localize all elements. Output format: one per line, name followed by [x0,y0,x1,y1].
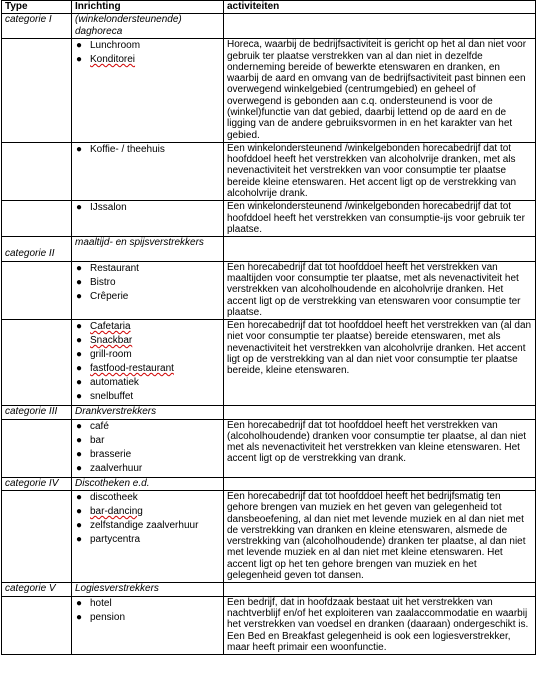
header-type: Type [2,1,72,14]
bullet-icon: ● [76,54,83,66]
category-label: categorie II [2,237,72,261]
category-description [224,237,536,261]
items-cell [72,419,224,477]
bullet-icon: ● [76,262,83,274]
bullet-icon: ● [76,290,83,302]
list-item: ● pension [76,611,126,623]
bullet-icon: ● [76,448,83,460]
table-row [2,596,536,654]
list-item: ● café [76,420,109,432]
list-item: ● Konditorei [76,54,136,66]
bullet-icon: ● [76,363,83,375]
items-cell [72,320,224,406]
bullet-icon: ● [76,434,83,446]
category-description [224,583,536,596]
list-item: ● zelfstandige zaalverhuur [76,519,199,531]
category-row [2,406,536,419]
list-item: ● bar [76,434,105,446]
list-item: ● Bistro [76,276,116,288]
table-row [2,320,536,406]
category-description [224,477,536,490]
activity-description: Een winkelondersteunend /winkelgebonden horecabedrijf dat tot hoofddoel heeft het verstrekken van alcoholvrije dranken, met als nevenactiviteit het verstrekken van voor consumptie ter plaatse bereide kleine etenswaren. Het accent ligt op de verstrekking van alcoholvrije drank. [224,142,536,200]
category-label: categorie I [2,14,72,39]
bullet-icon: ● [76,143,83,155]
activity-description: Een bedrijf, dat in hoofdzaak bestaat uit het verstrekken van nachtverblijf en/of het exploiteren van zaalaccommodatie en waarbij het verstrekken van voedsel en dranken (daaraan) ondergeschikt is. Een Bed en Breakfast gelegenheid is ook een logiesverstrekker, maar heeft primair een woonfunctie. [224,596,536,654]
list-item: ● snelbuffet [76,391,134,403]
activity-description: Een horecabedrijf dat tot hoofddoel heeft het verstrekken van (alcoholhoudende) dranken voor consumptie ter plaatse, al dan niet met als nevenactiviteit het verstrekken van kleine etenswaren. Het accent ligt op de verstrekking van drank. [224,419,536,477]
category-description [224,406,536,419]
activity-description: Een horecabedrijf dat tot hoofddoel heeft het verstrekken van maaltijden voor consumptie ter plaatse, met als nevenactiviteit het verstrekken van alcoholhoudende en alcoholvrije dranken. Het accent ligt op de verstrekking van etenswaren voor consumptie ter plaatse. [224,261,536,319]
bullet-icon: ● [76,40,83,52]
bullet-icon: ● [76,377,83,389]
bullet-icon: ● [76,349,83,361]
category-label: categorie III [2,406,72,419]
bullet-icon: ● [76,519,83,531]
table-row [2,39,536,143]
table-row [2,419,536,477]
bullet-icon: ● [76,391,83,403]
activity-description: Een winkelondersteunend /winkelgebonden horecabedrijf dat tot hoofddoel heeft het verstrekken van consumptie-ijs voor gebruik ter plaatse. [224,201,536,237]
list-item: ● Snackbar [76,335,133,347]
header-activiteiten: activiteiten [224,1,536,14]
category-row [2,14,536,39]
horeca-categories-table [1,0,536,655]
bullet-icon: ● [76,202,83,214]
category-description [224,14,536,39]
list-item: ● Koffie- / theehuis [76,143,165,155]
list-item: ● Crêperie [76,290,129,302]
bullet-icon: ● [76,597,83,609]
items-cell [72,490,224,582]
bullet-icon: ● [76,533,83,545]
list-item: ● Lunchroom [76,40,141,52]
items-cell [72,201,224,237]
items-cell [72,596,224,654]
type-cell [2,261,72,319]
type-cell [2,596,72,654]
list-item: ● zaalverhuur [76,462,143,474]
type-cell [2,201,72,237]
type-cell [2,419,72,477]
bullet-icon: ● [76,462,83,474]
list-item: ● hotel [76,597,112,609]
list-item: ● fastfood-restaurant [76,363,174,375]
items-cell [72,39,224,143]
bullet-icon: ● [76,335,83,347]
table-row [2,490,536,582]
category-subtitle: (winkelondersteunende) daghoreca [72,14,224,39]
category-subtitle: maaltijd- en spijsverstrekkers [72,237,224,261]
type-cell [2,39,72,143]
list-item: ● discotheek [76,491,138,503]
list-item: ● grill-room [76,349,132,361]
category-row [2,477,536,490]
list-item: ● IJssalon [76,202,127,214]
table-row [2,201,536,237]
activity-description: Een horecabedrijf dat tot hoofddoel heeft het verstrekken van (al dan niet voor consumptie ter plaatse) bereide etenswaren, met als nevenactiviteit het verstrekken van alcoholvrije dranken. Het accent ligt op de verstrekking van al dan niet voor consumptie ter plaatse bereide, kleine etenswaren. [224,320,536,406]
header-row [2,1,536,14]
category-row [2,583,536,596]
category-subtitle: Drankverstrekkers [72,406,224,419]
category-subtitle: Discotheken e.d. [72,477,224,490]
items-cell [72,261,224,319]
bullet-icon: ● [76,276,83,288]
list-item: ● partycentra [76,533,141,545]
category-row [2,237,536,261]
list-item: ● Cafetaria [76,321,131,333]
type-cell [2,320,72,406]
bullet-icon: ● [76,420,83,432]
type-cell [2,142,72,200]
list-item: ● automatiek [76,377,139,389]
type-cell [2,490,72,582]
activity-description: Horeca, waarbij de bedrijfsactiviteit is gericht op het al dan niet voor gebruik ter plaatse verstrekken van al dan niet in dezelfde onderneming bereide of bewerkte etenswaren en dranken, en waarbij de aard en omvang van de bedrijfsactiviteit past binnen een overwegend winkelgebied (centrumgebied) en geheel of overwegend is gebonden aan c.q. ondersteunend is voor de (winkel)functie van dat gebied, daarbij lettend op de aard en de ligging van de andere gebruiksvormen in en het karakter van het gebied. [224,39,536,143]
bullet-icon: ● [76,321,83,333]
category-subtitle: Logiesverstrekkers [72,583,224,596]
table-row [2,261,536,319]
bullet-icon: ● [76,505,83,517]
list-item: ● Restaurant [76,262,139,274]
activity-description: Een horecabedrijf dat tot hoofddoel heeft het bedrijfsmatig ten gehore brengen van muziek en het geven van gelegenheid tot dansbeoefening, al dan niet met levende muziek en al dan niet met de verstrekking van dranken en kleine etenswaren, alsmede de verstrekking van (alcoholhoudende) dranken ter plaatse, al dan niet met levende muziek en al dan niet met kleine etenswaren. Het accent ligt op het ten gehore brengen van muziek en het gelegenheid geven tot dansen. [224,490,536,582]
list-item: ● bar-dancing [76,505,143,517]
bullet-icon: ● [76,491,83,503]
table-row [2,142,536,200]
category-label: categorie IV [2,477,72,490]
items-cell [72,142,224,200]
category-label: categorie V [2,583,72,596]
list-item: ● brasserie [76,448,132,460]
header-inrichting: Inrichting [72,1,224,14]
bullet-icon: ● [76,611,83,623]
